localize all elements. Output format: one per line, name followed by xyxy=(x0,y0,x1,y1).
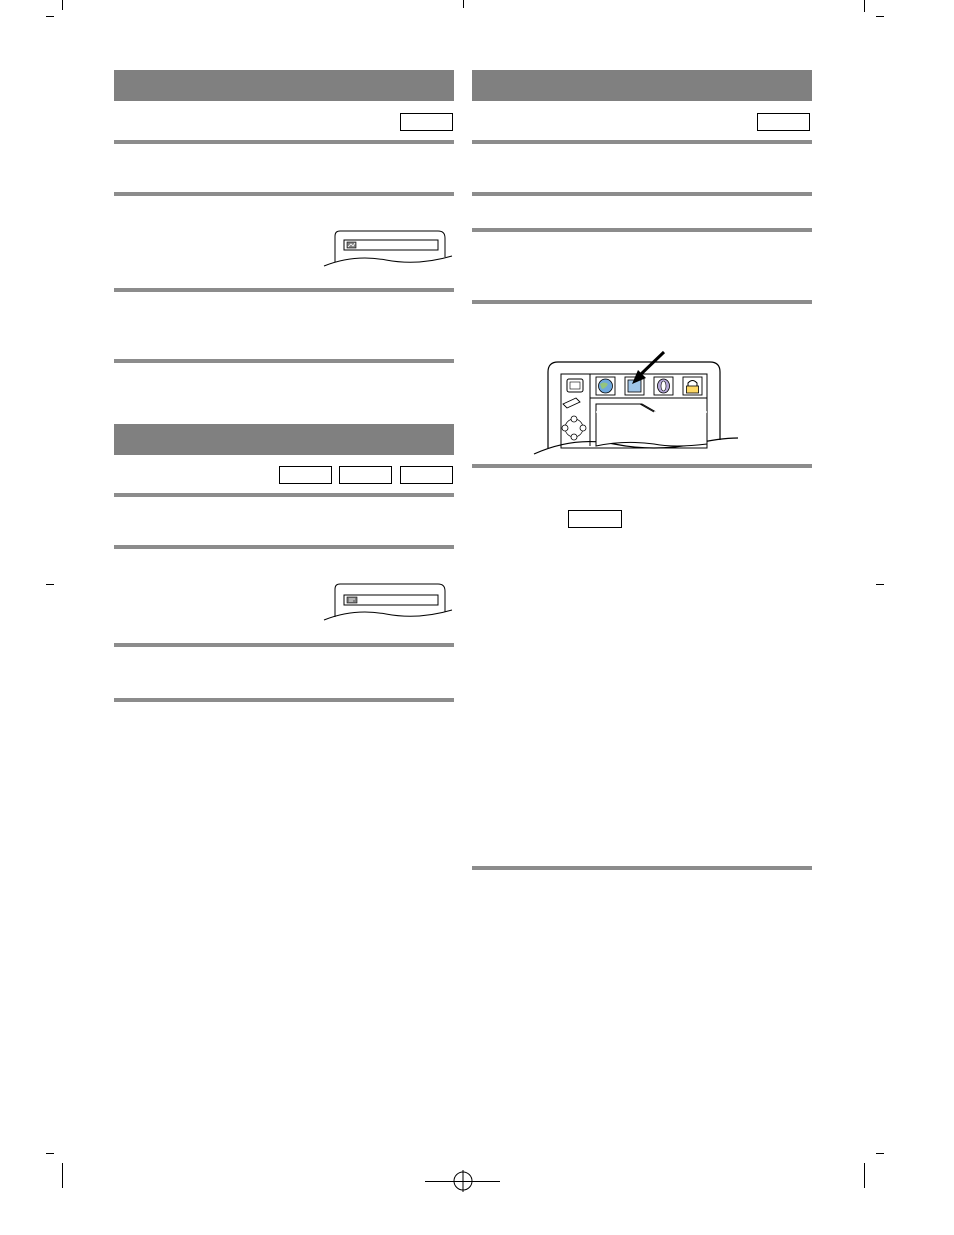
step-divider xyxy=(114,140,454,144)
osd-screen-illustration xyxy=(324,230,454,268)
step-divider xyxy=(114,643,454,647)
tv-icon xyxy=(567,379,583,392)
setup-menu-illustration xyxy=(534,348,742,456)
step-divider xyxy=(472,300,812,304)
crop-mark xyxy=(876,1153,884,1154)
crop-mark xyxy=(864,1163,865,1188)
section-header-bar xyxy=(114,424,454,455)
disc-type-badge xyxy=(568,510,622,528)
step-divider xyxy=(114,698,454,702)
step-divider xyxy=(472,140,812,144)
crop-mark xyxy=(62,1163,63,1188)
picture-icon xyxy=(347,242,356,248)
step-divider xyxy=(114,192,454,196)
crop-mark xyxy=(876,584,884,585)
step-divider xyxy=(472,192,812,196)
crop-mark xyxy=(46,16,54,17)
subtitle-icon xyxy=(347,597,357,603)
disc-type-badge xyxy=(757,113,810,131)
registration-mark xyxy=(452,1170,474,1192)
crop-mark xyxy=(463,0,464,8)
section-header-bar xyxy=(114,70,454,101)
step-divider xyxy=(114,545,454,549)
step-divider xyxy=(114,288,454,292)
step-divider xyxy=(472,464,812,468)
section-header-bar xyxy=(472,70,812,101)
crop-mark xyxy=(46,1153,54,1154)
osd-screen-illustration xyxy=(324,583,454,623)
crop-mark xyxy=(62,0,63,10)
step-divider xyxy=(114,359,454,363)
crop-mark xyxy=(864,0,865,12)
globe-icon xyxy=(596,377,615,395)
disc-type-badge xyxy=(279,466,332,484)
step-divider xyxy=(472,866,812,870)
audio-icon xyxy=(654,377,673,395)
disc-type-badge xyxy=(400,466,453,484)
step-divider xyxy=(472,228,812,232)
disc-type-badge xyxy=(339,466,392,484)
crop-mark xyxy=(46,584,54,585)
disc-type-badge xyxy=(400,113,453,131)
step-divider xyxy=(114,493,454,497)
crop-mark xyxy=(876,16,884,17)
lock-icon xyxy=(683,377,702,395)
